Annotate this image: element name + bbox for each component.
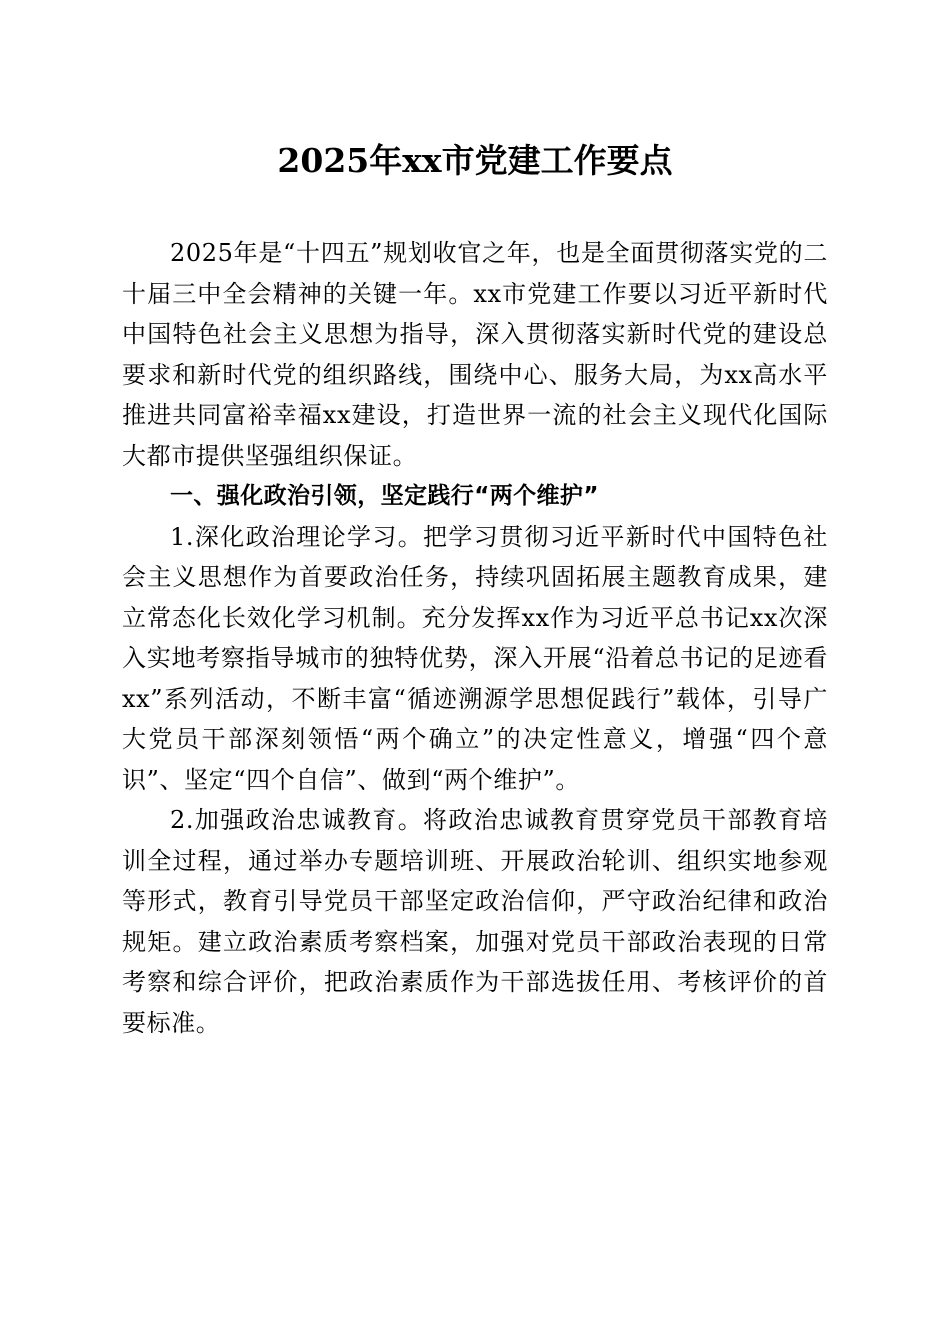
document-body	[122, 233, 828, 1043]
section-item-paragraph: 2.加强政治忠诚教育。将政治忠诚教育贯穿党员干部教育培训全过程，通过举办专题培训班、开展政治轮训、组织实地参观等形式，教育引导党员干部坚定政治信仰，严守政治纪律和政治规矩。建立政治素质考察档案，加强对党员干部政治表现的日常考察和综合评价，把政治素质作为干部选拔任用、考核评价的首要标准。	[122, 806, 828, 1037]
document-title: 2025年xx市党建工作要点	[277, 141, 673, 180]
section-item-paragraph: 1.深化政治理论学习。把学习贯彻习近平新时代中国特色社会主义思想作为首要政治任务，持续巩固拓展主题教育成果，建立常态化长效化学习机制。充分发挥xx作为习近平总书记xx次深入实地考察指导城市的独特优势，深入开展“沿着总书记的足迹看xx”系列活动，不断丰富“循迹溯源学思想促践行”载体，引导广大党员干部深刻领悟“两个确立”的决定性意义，增强“四个意识”、坚定“四个自信”、做到“两个维护”。	[122, 522, 828, 794]
section-heading: 一、强化政治引领，坚定践行“两个维护”	[170, 483, 599, 509]
intro-paragraph: 2025年是“十四五”规划收官之年，也是全面贯彻落实党的二十届三中全会精神的关键一年。xx市党建工作要以习近平新时代中国特色社会主义思想为指导，深入贯彻落实新时代党的建设总要求和新时代党的组织路线，围绕中心、服务大局，为xx高水平推进共同富裕幸福xx建设，打造世界一流的社会主义现代化国际大都市提供坚强组织保证。	[122, 239, 828, 470]
